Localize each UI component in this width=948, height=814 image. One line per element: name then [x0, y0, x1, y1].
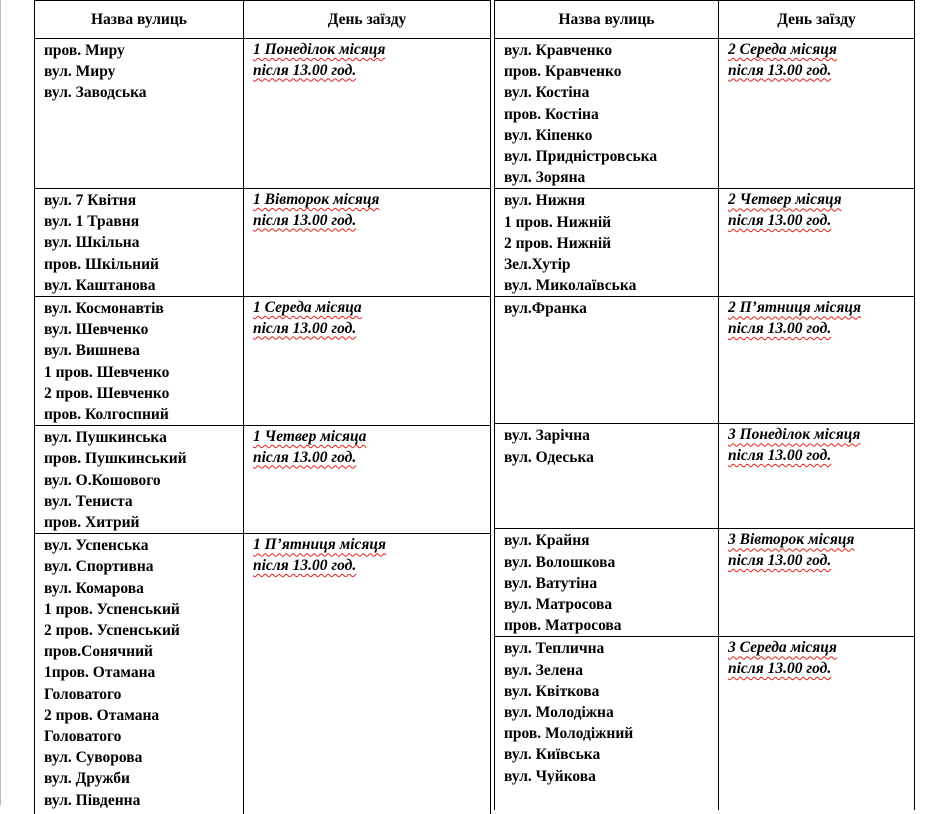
time-note-text: після 13.00 год. — [253, 448, 357, 466]
street-name: вул. Ватутіна — [504, 574, 598, 592]
street-name: вул. Молодіжна — [504, 704, 614, 722]
time-note-text: після 13.00 год. — [728, 551, 832, 569]
schedule-body-right — [495, 39, 915, 810]
time-note — [728, 61, 914, 82]
day-column-header: День заїзду — [719, 1, 915, 39]
street-name: вул. Теплична — [504, 640, 605, 658]
day-cell — [244, 297, 491, 426]
day-of-month-text: 3 Середа місяця — [728, 639, 837, 657]
street-name: вул. Зелена — [504, 661, 583, 679]
street-name: 2 пров. Шевченко — [44, 384, 170, 402]
day-of-month — [728, 190, 914, 211]
day-of-month — [253, 40, 490, 61]
street-name: вул. Нижня — [504, 192, 586, 210]
day-of-month — [728, 298, 914, 319]
time-note — [728, 319, 914, 340]
street-name: пров. Хитрий — [44, 514, 140, 532]
header-row — [495, 1, 915, 39]
street-name: пров. Молодіжний — [504, 725, 634, 743]
street-cell — [495, 424, 719, 529]
street-cell — [35, 39, 244, 189]
day-of-month — [728, 40, 914, 61]
street-name: 2 пров. Отамана — [44, 706, 160, 724]
time-note — [253, 211, 490, 232]
street-name: вул. О.Кошового — [44, 471, 161, 489]
day-of-month — [728, 425, 914, 446]
day-of-month-text: 1 П’ятниця місяця — [253, 536, 386, 554]
table-row — [495, 189, 915, 297]
header-row — [35, 1, 491, 39]
street-name: вул. Чуйкова — [504, 767, 596, 785]
street-name: вул. Вишнева — [44, 342, 140, 360]
street-cell — [495, 529, 719, 637]
street-name: пров. Пушкинський — [44, 450, 187, 468]
street-name: вул. Зарічна — [504, 427, 590, 445]
time-note-text: після 13.00 год. — [253, 556, 357, 574]
street-name: вул. Крайня — [504, 532, 590, 550]
time-note-text: після 13.00 год. — [253, 61, 357, 79]
schedule-body-left — [35, 39, 491, 814]
table-row — [495, 297, 915, 424]
street-name: Головатого — [44, 685, 122, 703]
street-name: вул. Шкільна — [44, 234, 140, 252]
schedule-table-right — [494, 0, 915, 810]
street-name: вул. Заводська — [44, 84, 147, 102]
time-note-text: після 13.00 год. — [253, 211, 357, 229]
street-cell — [35, 297, 244, 426]
street-name: 2 пров. Нижній — [504, 234, 612, 252]
street-name: вул. Київська — [504, 746, 601, 764]
street-name: пров. Шкільний — [44, 255, 159, 273]
time-note-text: після 13.00 год. — [728, 319, 832, 337]
street-name: вул. Миколаївська — [504, 277, 637, 295]
day-of-month-text: 2 П’ятниця місяця — [728, 299, 861, 317]
street-name: 1 пров. Нижній — [504, 213, 612, 231]
day-of-month-text: 1 Четвер місяца — [253, 428, 367, 446]
table-row — [495, 424, 915, 529]
street-name: пров. Костіна — [504, 105, 599, 123]
day-cell — [719, 424, 915, 529]
day-of-month — [253, 535, 490, 556]
street-column-header: Назва вулиць — [35, 1, 244, 39]
day-cell — [244, 189, 491, 297]
street-name: Зел.Хутір — [504, 256, 571, 274]
street-cell — [35, 534, 244, 814]
street-name: пров. Миру — [44, 42, 125, 59]
time-note — [253, 319, 490, 340]
street-name: пров. Колгоспний — [44, 406, 169, 424]
day-of-month — [728, 530, 914, 551]
time-note-text: після 13.00 год. — [728, 211, 832, 229]
street-name: пров. Кравченко — [504, 63, 622, 81]
street-name: вул. Тениста — [44, 492, 133, 510]
street-name: вул. Костіна — [504, 84, 590, 102]
time-note-text: після 13.00 год. — [728, 659, 832, 677]
day-of-month — [728, 638, 914, 659]
day-of-month-text: 2 Четвер місяця — [728, 191, 842, 209]
street-name: Головатого — [44, 728, 122, 746]
time-note — [253, 556, 490, 577]
page-edge-line — [0, 0, 1, 805]
day-of-month-text: 3 Вівторок місяця — [728, 531, 855, 549]
street-name: вул. Кравченко — [504, 42, 613, 59]
street-name: вул. Космонавтів — [44, 300, 164, 318]
street-name: вул. Дружби — [44, 770, 130, 788]
day-cell — [244, 426, 491, 534]
street-cell — [495, 189, 719, 297]
day-of-month-text: 1 Понеділок місяця — [253, 41, 386, 58]
time-note-text: після 13.00 год. — [728, 446, 832, 464]
street-name: вул. Миру — [44, 63, 116, 81]
street-name: вул. Каштанова — [44, 276, 156, 294]
street-name: вул. Успенська — [44, 537, 149, 555]
street-name: вул. 7 Квітня — [44, 192, 137, 209]
time-note — [728, 551, 914, 572]
street-cell — [495, 297, 719, 424]
street-name: вул. Кіпенко — [504, 126, 593, 144]
street-name: пров. Матросова — [504, 617, 622, 635]
street-cell — [495, 637, 719, 810]
day-column-header: День заїзду — [244, 1, 491, 39]
street-name: вул. 1 Травня — [44, 213, 140, 231]
day-of-month-text: 1 Вівторок місяця — [253, 191, 380, 208]
table-row — [35, 534, 491, 814]
day-cell — [719, 529, 915, 637]
time-note-text: після 13.00 год. — [728, 61, 832, 79]
day-of-month-text: 2 Середа місяця — [728, 41, 837, 58]
time-note — [253, 61, 490, 82]
street-name: вул.Франка — [504, 300, 587, 318]
street-name: вул. Волошкова — [504, 553, 616, 571]
day-cell — [244, 39, 491, 189]
street-column-header: Назва вулиць — [495, 1, 719, 39]
street-name: вул. Спортивна — [44, 558, 154, 576]
day-of-month — [253, 190, 490, 211]
day-cell — [719, 637, 915, 810]
street-name: вул. Квіткова — [504, 682, 600, 700]
street-name: 2 пров. Успенський — [44, 622, 180, 640]
time-note — [728, 446, 914, 467]
time-note — [253, 448, 490, 469]
time-note — [728, 659, 914, 680]
street-cell — [35, 426, 244, 534]
street-name: вул. Одеська — [504, 448, 594, 466]
street-name: пров.Сонячний — [44, 643, 153, 661]
day-of-month-text: 3 Понеділок місяця — [728, 426, 861, 444]
table-row — [35, 189, 491, 297]
day-of-month — [253, 427, 490, 448]
day-cell — [244, 534, 491, 814]
street-cell — [495, 39, 719, 189]
day-cell — [719, 39, 915, 189]
table-row — [35, 426, 491, 534]
day-of-month — [253, 298, 490, 319]
time-note — [728, 211, 914, 232]
street-name: вул. Зоряна — [504, 169, 586, 187]
day-of-month-text: 1 Середа місяца — [253, 299, 362, 317]
time-note-text: після 13.00 год. — [253, 319, 357, 337]
day-cell — [719, 189, 915, 297]
street-name: 1 пров. Шевченко — [44, 363, 170, 381]
street-cell — [35, 189, 244, 297]
street-name: вул. Шевченко — [44, 321, 149, 339]
schedule-table-left — [34, 0, 491, 814]
street-name: вул. Придністровська — [504, 148, 658, 166]
street-name: вул. Суворова — [44, 749, 143, 767]
table-row — [35, 39, 491, 189]
street-name: 1пров. Отамана — [44, 664, 156, 682]
table-row — [495, 39, 915, 189]
street-name: вул. Пушкинська — [44, 429, 167, 447]
table-row — [495, 529, 915, 637]
table-row — [35, 297, 491, 426]
street-name: вул. Матросова — [504, 596, 613, 614]
street-name: 1 пров. Успенський — [44, 600, 180, 618]
street-name: вул. Південна — [44, 791, 141, 809]
table-row — [495, 637, 915, 810]
street-name: вул. Комарова — [44, 579, 144, 597]
day-cell — [719, 297, 915, 424]
